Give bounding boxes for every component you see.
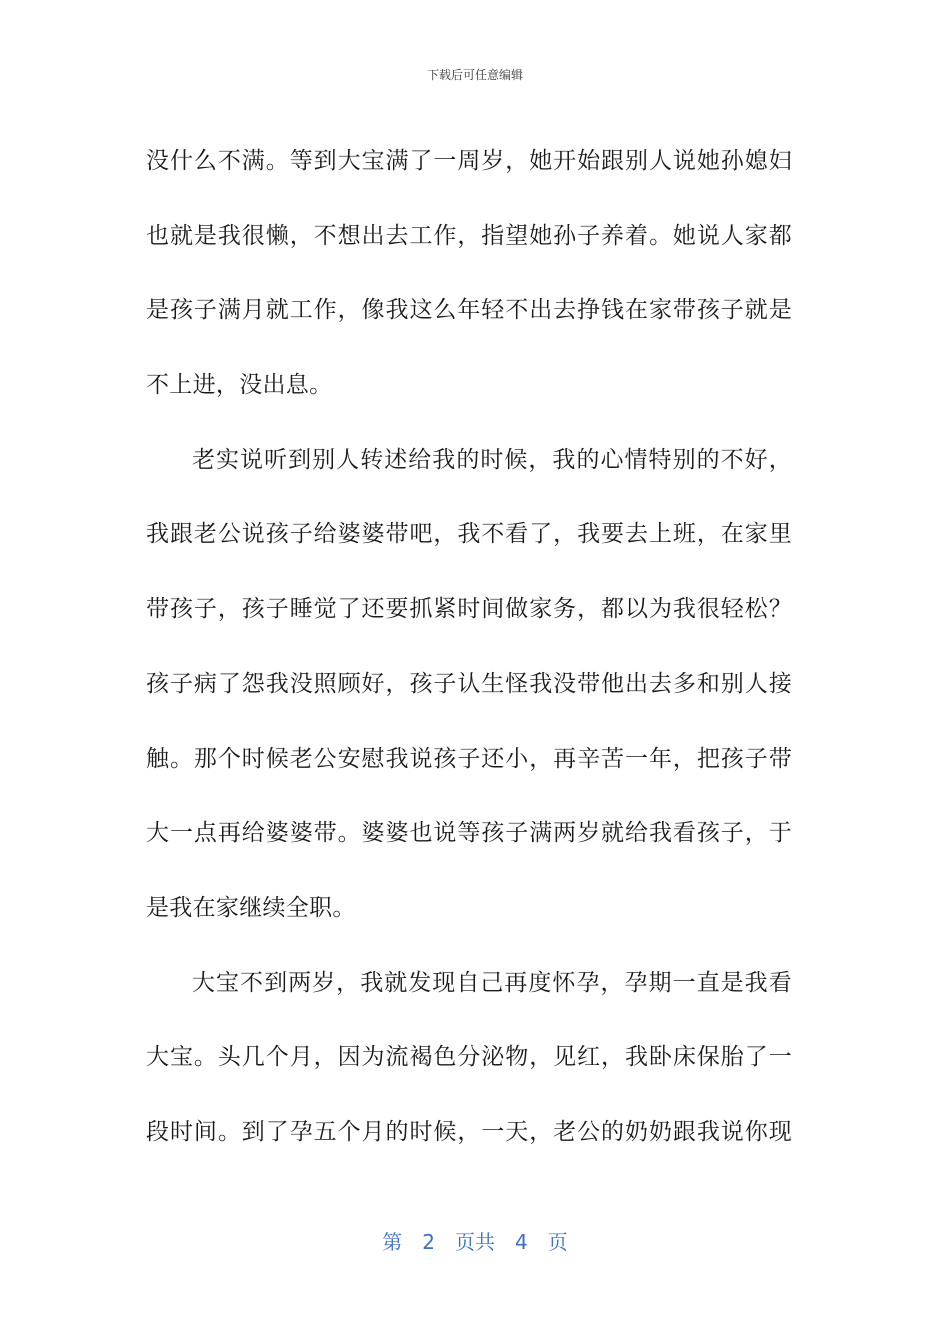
text-line: 大一点再给婆婆带。婆婆也说等孩子满两岁就给我看孩子，于 [146, 820, 792, 847]
text-line: 大宝。头几个月，因为流褐色分泌物，见红，我卧床保胎了一 [146, 1044, 792, 1071]
footer-current-page: 2 [422, 1230, 435, 1254]
text-line: 触。那个时候老公安慰我说孩子还小，再辛苦一年，把孩子带 [146, 745, 792, 772]
text-line: 也就是我很懒，不想出去工作，指望她孙子养着。她说人家都 [146, 222, 792, 249]
footer-suffix: 页 [547, 1230, 568, 1254]
text-line: 老实说听到别人转述给我的时候，我的心情特别的不好， [192, 446, 792, 473]
text-line: 没什么不满。等到大宝满了一周岁，她开始跟别人说她孙媳妇 [146, 148, 792, 174]
text-line: 我跟老公说孩子给婆婆带吧，我不看了，我要去上班，在家里 [146, 521, 792, 548]
document-body [146, 124, 792, 1170]
text-line: 带孩子，孩子睡觉了还要抓紧时间做家务，都以为我很轻松？ [146, 596, 792, 623]
text-line: 大宝不到两岁，我就发现自己再度怀孕，孕期一直是我看 [192, 969, 792, 996]
text-line: 段时间。到了孕五个月的时候，一天，老公的奶奶跟我说你现 [146, 1118, 792, 1145]
footer-prefix: 第 [382, 1230, 403, 1254]
footer-middle: 页共 [455, 1230, 495, 1254]
text-line: 不上进，没出息。 [146, 372, 333, 399]
footer-total-pages: 4 [515, 1230, 528, 1254]
text-line: 是孩子满月就工作，像我这么年轻不出去挣钱在家带孩子就是 [146, 297, 792, 324]
text-line: 孩子病了怨我没照顾好，孩子认生怪我没带他出去多和别人接 [146, 670, 792, 697]
page-footer [0, 1226, 950, 1255]
page-header: 下载后可任意编辑 [426, 68, 523, 82]
text-line: 是我在家继续全职。 [146, 894, 356, 921]
